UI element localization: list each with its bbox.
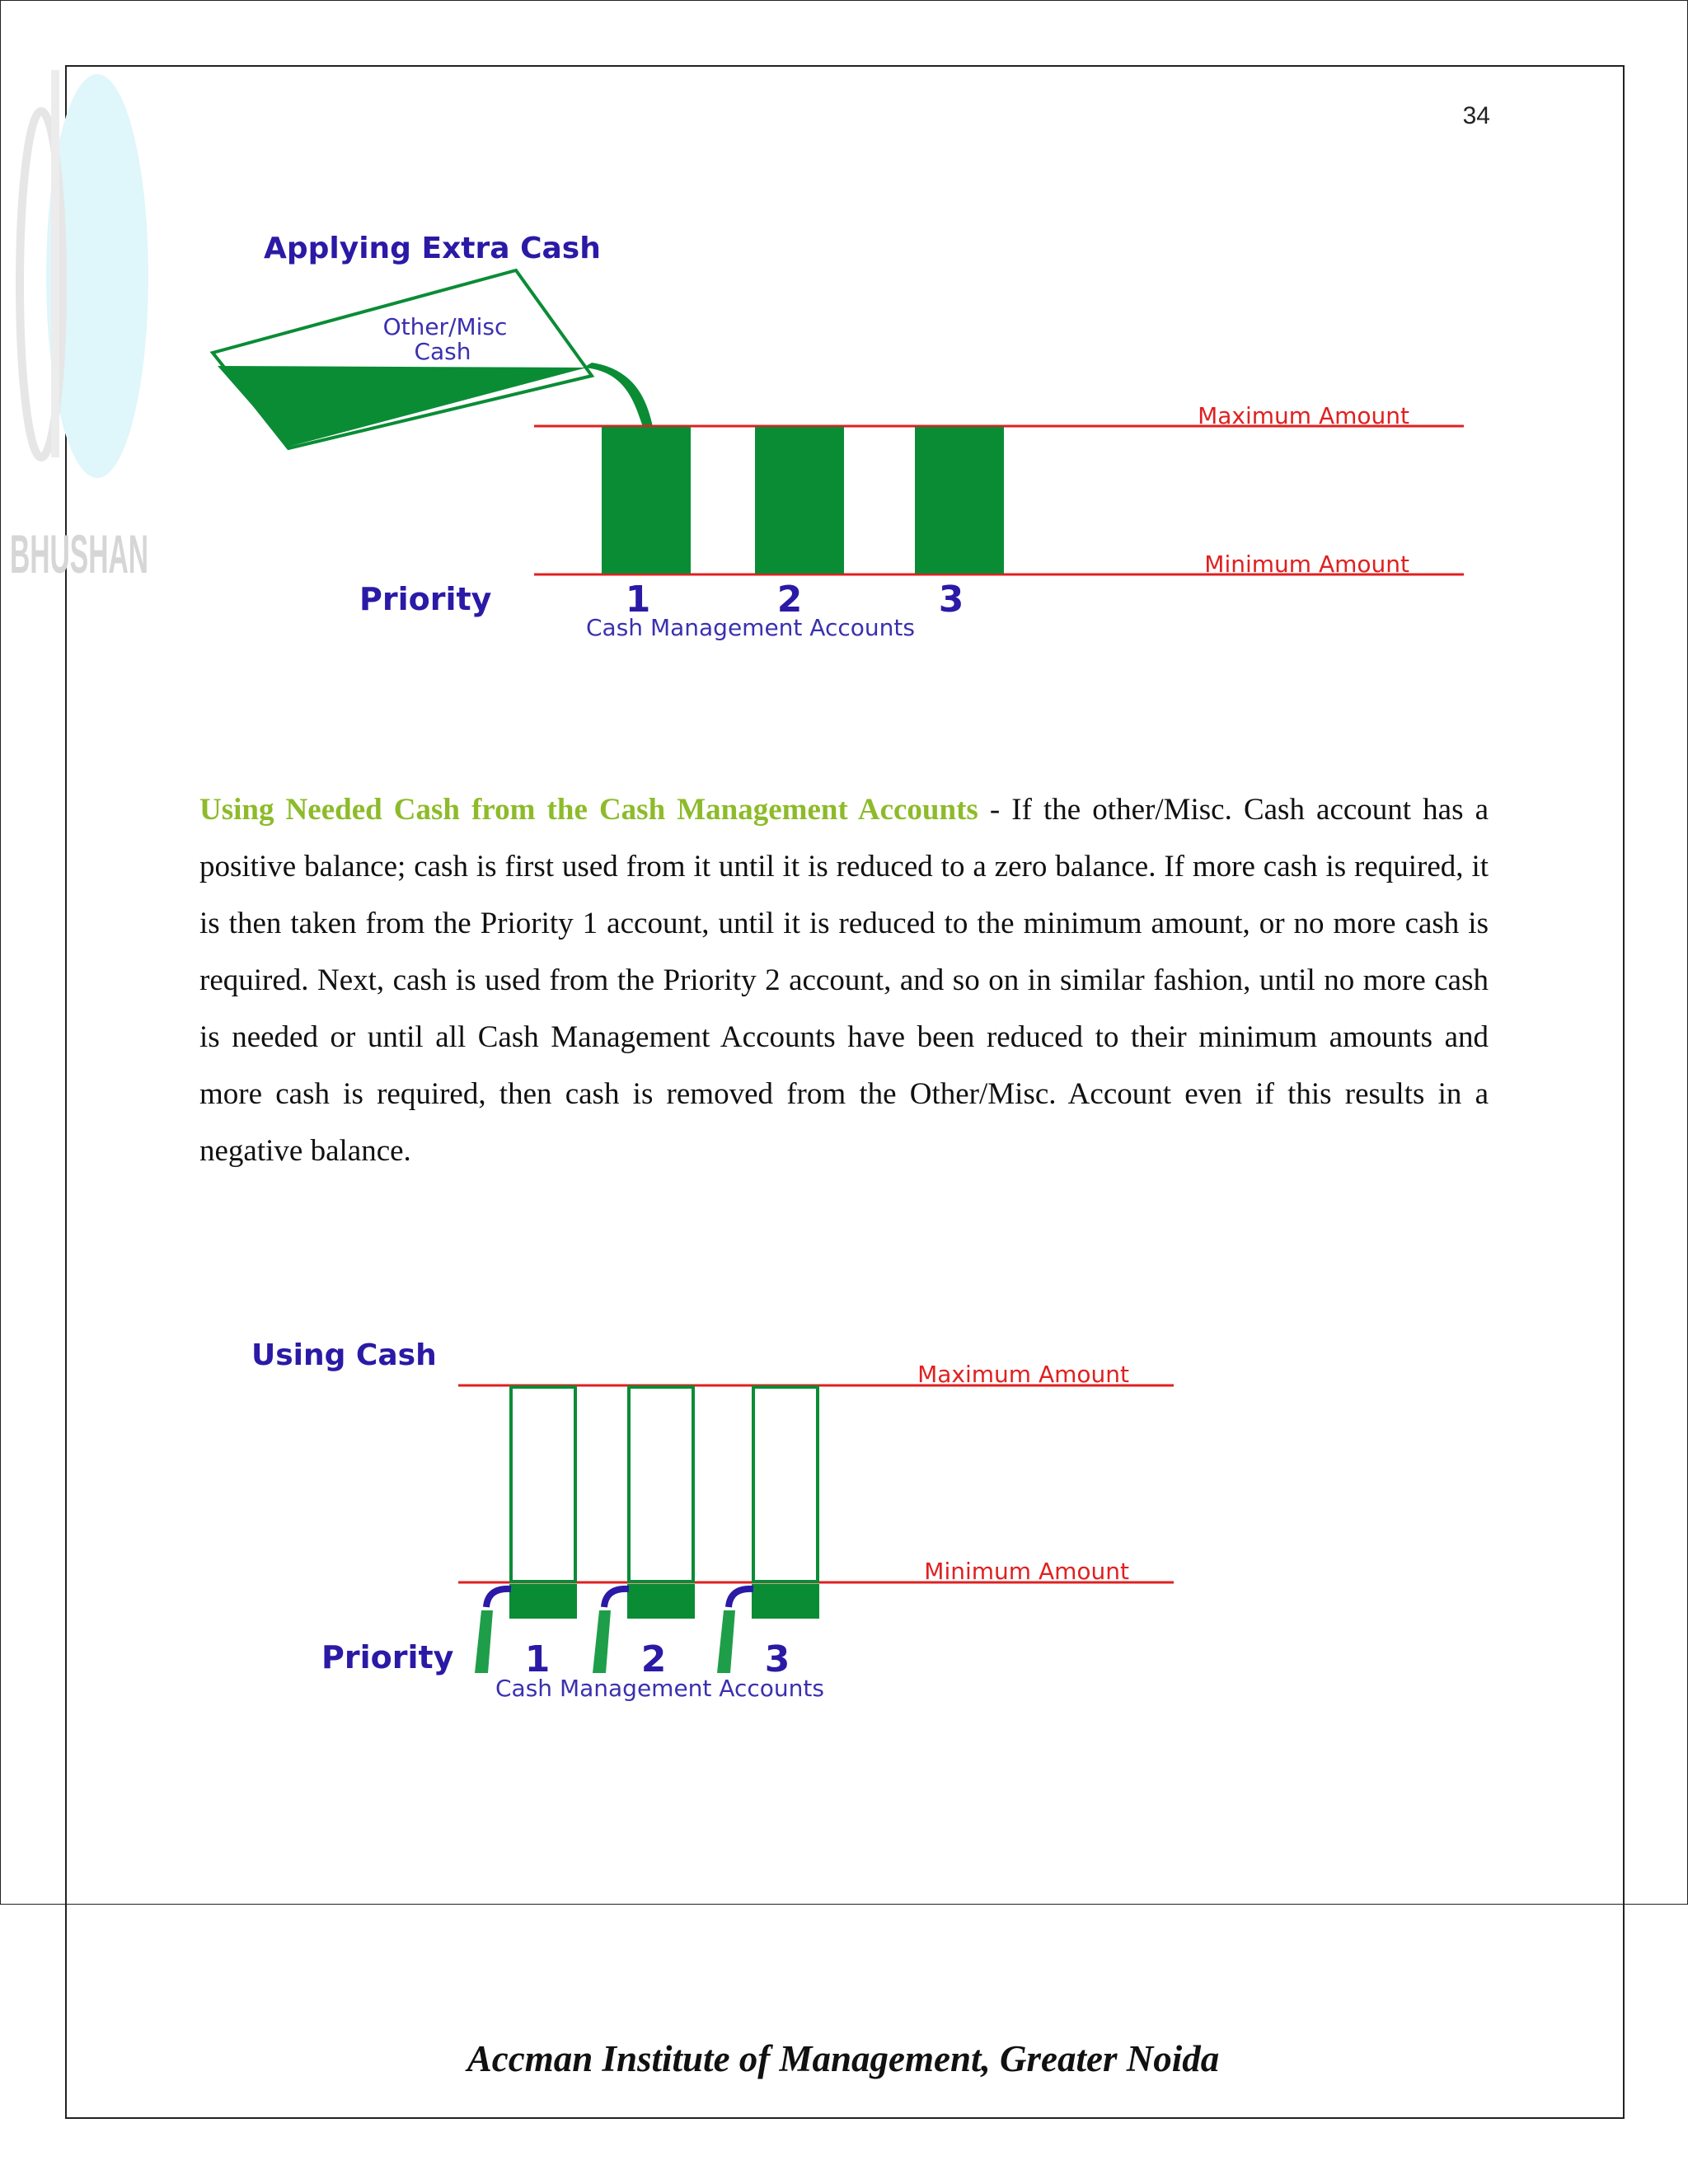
- account-3-outline: [753, 1387, 818, 1582]
- account-2-tap-icon: [604, 1589, 629, 1607]
- account-1-bar: [602, 427, 691, 574]
- paragraph-body: - If the other/Misc. Cash account has a positive balance; cash is first used from it until it is reduced to a zero balance. If more cash is required, it is then taken from the Priority 1 account, until it is reduced to the minimum amount, or no more cash is required. Next, cash is used from the Priority 2 account, and so on in similar fashion, until no more cash is needed or until all Cash Management Accounts have been reduced to their minimum amounts and more cash is required, then cash is removed from the Other/Misc. Account even if this results in a negative balance.: [199, 793, 1489, 1168]
- page-number: 34: [1462, 102, 1490, 129]
- priority-number-1: 1: [524, 1638, 551, 1680]
- account-1-cash-outflow: [475, 1610, 493, 1673]
- minimum-amount-label: Minimum Amount: [924, 1558, 1129, 1585]
- account-1-minimum-fill: [509, 1584, 577, 1619]
- priority-label: Priority: [321, 1639, 454, 1675]
- container-label-line2: Cash: [414, 338, 471, 365]
- body-paragraph: [199, 781, 1489, 1179]
- account-3-cash-outflow: [717, 1610, 735, 1673]
- watermark-grey-bar: [51, 70, 59, 457]
- using-cash-diagram: [239, 1327, 1212, 1722]
- account-3-minimum-fill: [752, 1584, 819, 1619]
- account-2-minimum-fill: [627, 1584, 695, 1619]
- diagram1-title: Applying Extra Cash: [264, 232, 601, 265]
- account-1-outline: [511, 1387, 575, 1582]
- priority-number-3: 3: [938, 579, 964, 621]
- priority-number-3: 3: [764, 1638, 790, 1680]
- priority-number-1: 1: [625, 579, 651, 621]
- priority-label: Priority: [359, 581, 492, 617]
- footer-institute-name: Accman Institute of Management, Greater Noida: [467, 2038, 1220, 2079]
- diagram1-caption: Cash Management Accounts: [586, 614, 915, 641]
- maximum-amount-label: Maximum Amount: [917, 1361, 1129, 1388]
- diagram2-title: Using Cash: [251, 1338, 437, 1372]
- account-1-tap-icon: [486, 1589, 511, 1607]
- account-3-tap-icon: [729, 1589, 753, 1607]
- diagram2-caption: Cash Management Accounts: [495, 1675, 824, 1702]
- account-2-outline: [629, 1387, 693, 1582]
- container-cash-fill: [218, 366, 587, 447]
- pouring-cash-stream: [584, 363, 653, 427]
- account-2-cash-outflow: [593, 1610, 611, 1673]
- container-label-line1: Other/Misc: [382, 313, 508, 340]
- priority-number-2: 2: [776, 579, 803, 621]
- paragraph-heading: Using Needed Cash from the Cash Management Accounts: [199, 793, 978, 827]
- applying-extra-cash-diagram: [198, 223, 1484, 659]
- account-3-bar: [915, 427, 1004, 574]
- bhushan-watermark-logo: [8, 37, 181, 584]
- account-2-bar: [755, 427, 844, 574]
- priority-number-2: 2: [640, 1638, 667, 1680]
- maximum-amount-label: Maximum Amount: [1198, 402, 1409, 429]
- minimum-amount-label: Minimum Amount: [1204, 551, 1409, 578]
- watermark-text: BHUSHAN: [10, 523, 148, 584]
